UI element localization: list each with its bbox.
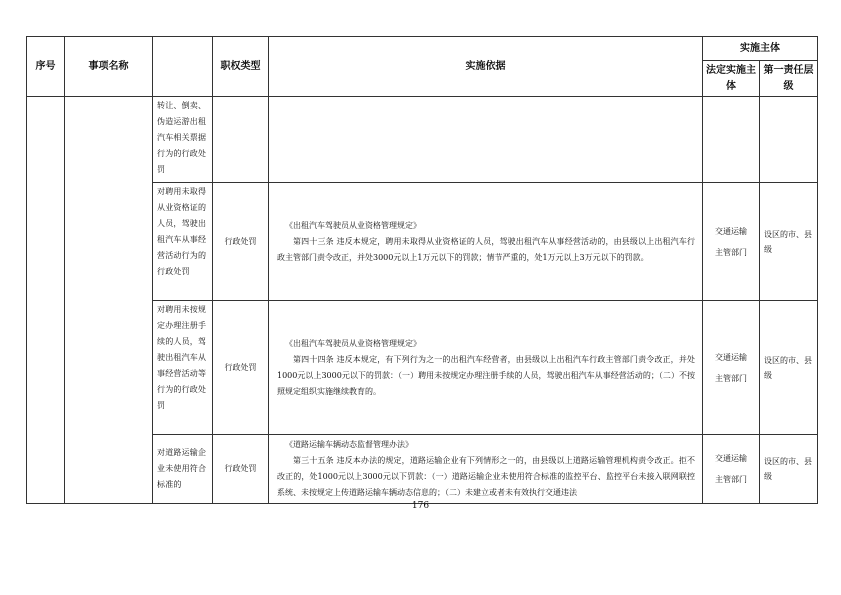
legal-subject [703, 97, 760, 183]
power-type: 行政处罚 [213, 301, 269, 435]
legal-subject [703, 435, 760, 504]
header-basis: 实施依据 [269, 37, 703, 97]
header-blank [153, 37, 213, 97]
header-legal-subject: 法定实施主体 [703, 61, 760, 97]
item-subname: 转让、倒卖、伪造运游出租汽车相关票据行为的行政处罚 [153, 97, 213, 183]
legal-subject-line2: 主管部门 [715, 475, 747, 484]
page-number: 176 [411, 501, 430, 511]
basis-title: 《出租汽车驾驶员从业资格管理规定》 [285, 220, 421, 230]
header-seq: 序号 [27, 37, 65, 97]
basis-title: 《出租汽车驾驶员从业资格管理规定》 [285, 338, 421, 348]
legal-subject [703, 301, 760, 435]
basis-text: 第四十三条 违反本规定，聘用未取得从业资格证的人员，驾驶出租汽车从事经营活动的，由县级以上出租汽车行政主管部门责令改正，并处3000元以上1万元以下的罚款；情节严重的，处1万元以上3万元以下的罚款。 [277, 236, 695, 262]
legal-subject-line1: 交通运输 [715, 454, 747, 463]
header-subject: 实施主体 [703, 37, 818, 61]
header-first-level: 第一责任层级 [760, 61, 818, 97]
header-power-type: 职权类型 [213, 37, 269, 97]
item-subname: 对聘用未取得从业资格证的人员，驾驶出租汽车从事经营活动行为的行政处罚 [153, 183, 213, 301]
power-type [213, 97, 269, 183]
basis-cell [269, 183, 703, 301]
legal-subject-line2: 主管部门 [715, 373, 747, 383]
legal-subject-line1: 交通运输 [715, 226, 747, 236]
item-name-cell [65, 97, 153, 504]
legal-subject-line1: 交通运输 [715, 352, 747, 362]
legal-subject-line2: 主管部门 [715, 247, 747, 257]
basis-text: 第四十四条 违反本规定，有下列行为之一的出租汽车经营者，由县级以上出租汽车行政主管部门责令改正，并处1000元以上3000元以下的罚款：（一）聘用未按规定办理注册手续的人员，驾驶出租汽车从事经营活动的；（二）不按照规定组织实施继续教育的。 [277, 354, 695, 396]
first-level: 设区的市、县级 [760, 435, 818, 504]
power-type: 行政处罚 [213, 183, 269, 301]
basis-cell [269, 435, 703, 504]
basis-text: 第三十五条 违反本办法的规定，道路运输企业有下列情形之一的，由县级以上道路运输管理机构责令改正。拒不改正的，处1000元以上3000元以下罚款：（一）道路运输企业未使用符合标准的监控平台、监控平台未接入联网联控系统、未按规定上传道路运输车辆动态信息的；（二）未建立或者未有效执行交通违法 [277, 456, 695, 497]
table-row [27, 97, 818, 183]
basis-title: 《道路运输车辆动态监督管理办法》 [285, 440, 413, 449]
header-item-name: 事项名称 [65, 37, 153, 97]
item-subname: 对聘用未按规定办理注册手续的人员，驾驶出租汽车从事经营活动等行为的行政处罚 [153, 301, 213, 435]
first-level: 设区的市、县级 [760, 301, 818, 435]
basis-cell [269, 301, 703, 435]
power-type: 行政处罚 [213, 435, 269, 504]
seq-cell [27, 97, 65, 504]
first-level [760, 97, 818, 183]
legal-subject [703, 183, 760, 301]
first-level: 设区的市、县级 [760, 183, 818, 301]
basis-cell [269, 97, 703, 183]
enforcement-table [26, 36, 818, 504]
item-subname: 对道路运输企业未使用符合标准的 [153, 435, 213, 504]
